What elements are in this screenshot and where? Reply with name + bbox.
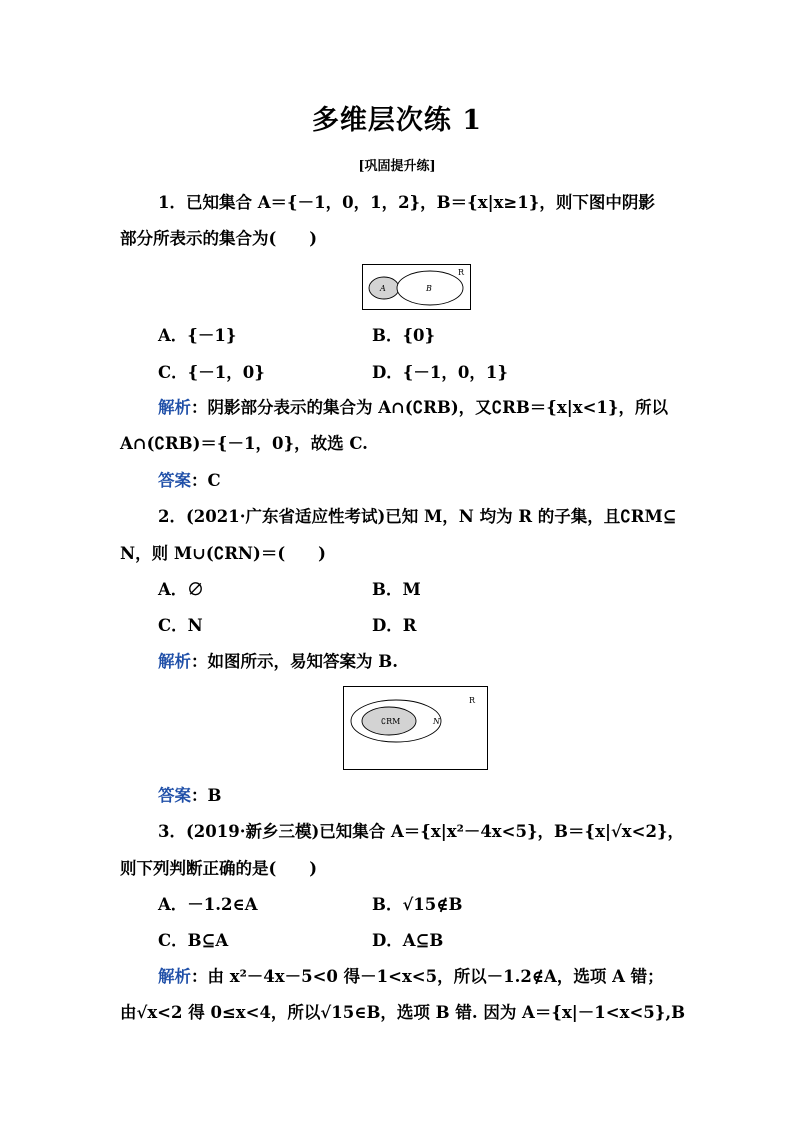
q2-label-n: N — [433, 717, 440, 726]
q1-analysis-text: ：阴影部分表示的集合为 A∩(∁RB)，又∁RB＝{x|x<1}，所以 — [191, 398, 669, 417]
q1-venn-diagram — [362, 264, 472, 311]
q1-answer-value: ：C — [191, 471, 221, 490]
q3-stem-line1: 3．(2019·新乡三模)已知集合 A＝{x|x²－4x<5}，B＝{x|√x<2}， — [158, 822, 685, 841]
q3-option-a: A．－1.2∈A — [158, 895, 258, 914]
q3-analysis-line1 — [158, 965, 718, 989]
q3-stem-line2: 则下列判断正确的是( ) — [120, 859, 318, 878]
q2-option-a: A．∅ — [158, 580, 204, 599]
q1-answer — [158, 469, 718, 493]
q2-analysis-line1 — [158, 650, 718, 674]
answer-label: 答案 — [158, 786, 191, 805]
q1-label-b: B — [426, 284, 432, 293]
q1-analysis-line1 — [158, 396, 718, 420]
q1-option-b: B．{0} — [372, 326, 436, 345]
q3-option-c: C．B⊆A — [158, 931, 229, 950]
q1-option-d: D．{－1，0，1} — [372, 363, 508, 382]
q1-label-r: R — [458, 268, 465, 277]
q2-stem-line2: N，则 M∪(∁RN)＝( ) — [120, 544, 326, 563]
q2-venn-diagram — [343, 686, 489, 771]
q2-label-inner: ∁RM — [381, 717, 401, 726]
q1-stem-line2: 部分所表示的集合为( ) — [120, 229, 318, 248]
q1-analysis-line2: A∩(∁RB)＝{－1，0}，故选 C. — [120, 434, 368, 453]
q1-option-a: A．{－1} — [158, 326, 237, 345]
analysis-label: 解析 — [158, 652, 191, 671]
q2-option-c: C．N — [158, 616, 203, 635]
q2-label-r: R — [469, 696, 476, 705]
q1-label-a: A — [380, 284, 386, 293]
analysis-label: 解析 — [158, 398, 191, 417]
q2-analysis-text: ：如图所示，易知答案为 B. — [191, 652, 398, 671]
q2-option-b: B．M — [372, 580, 421, 599]
q2-option-d: D．R — [372, 616, 417, 635]
q2-answer-value: ：B — [191, 786, 222, 805]
section-subtitle: [巩固提升练] — [358, 159, 436, 174]
q1-option-c: C．{－1，0} — [158, 363, 265, 382]
q3-option-d: D．A⊆B — [372, 931, 444, 950]
q2-stem-line1: 2．(2021·广东省适应性考试)已知 M，N 均为 R 的子集，且∁RM⊆ — [158, 507, 677, 526]
q3-analysis-line2: 由√x<2 得 0≤x<4，所以√15∈B，选项 B 错. 因为 A＝{x|－1<x<5},B — [120, 1003, 686, 1022]
q3-option-b: B．√15∉B — [372, 895, 463, 914]
q2-answer — [158, 784, 718, 808]
q3-analysis-text: ：由 x²－4x－5<0 得－1<x<5，所以－1.2∉A，选项 A 错； — [191, 967, 664, 986]
analysis-label: 解析 — [158, 967, 191, 986]
answer-label: 答案 — [158, 471, 191, 490]
page-title: 多维层次练 1 — [311, 105, 483, 136]
q1-stem-line1: 1．已知集合 A＝{－1，0，1，2}，B＝{x|x≥1}，则下图中阴影 — [158, 193, 655, 212]
